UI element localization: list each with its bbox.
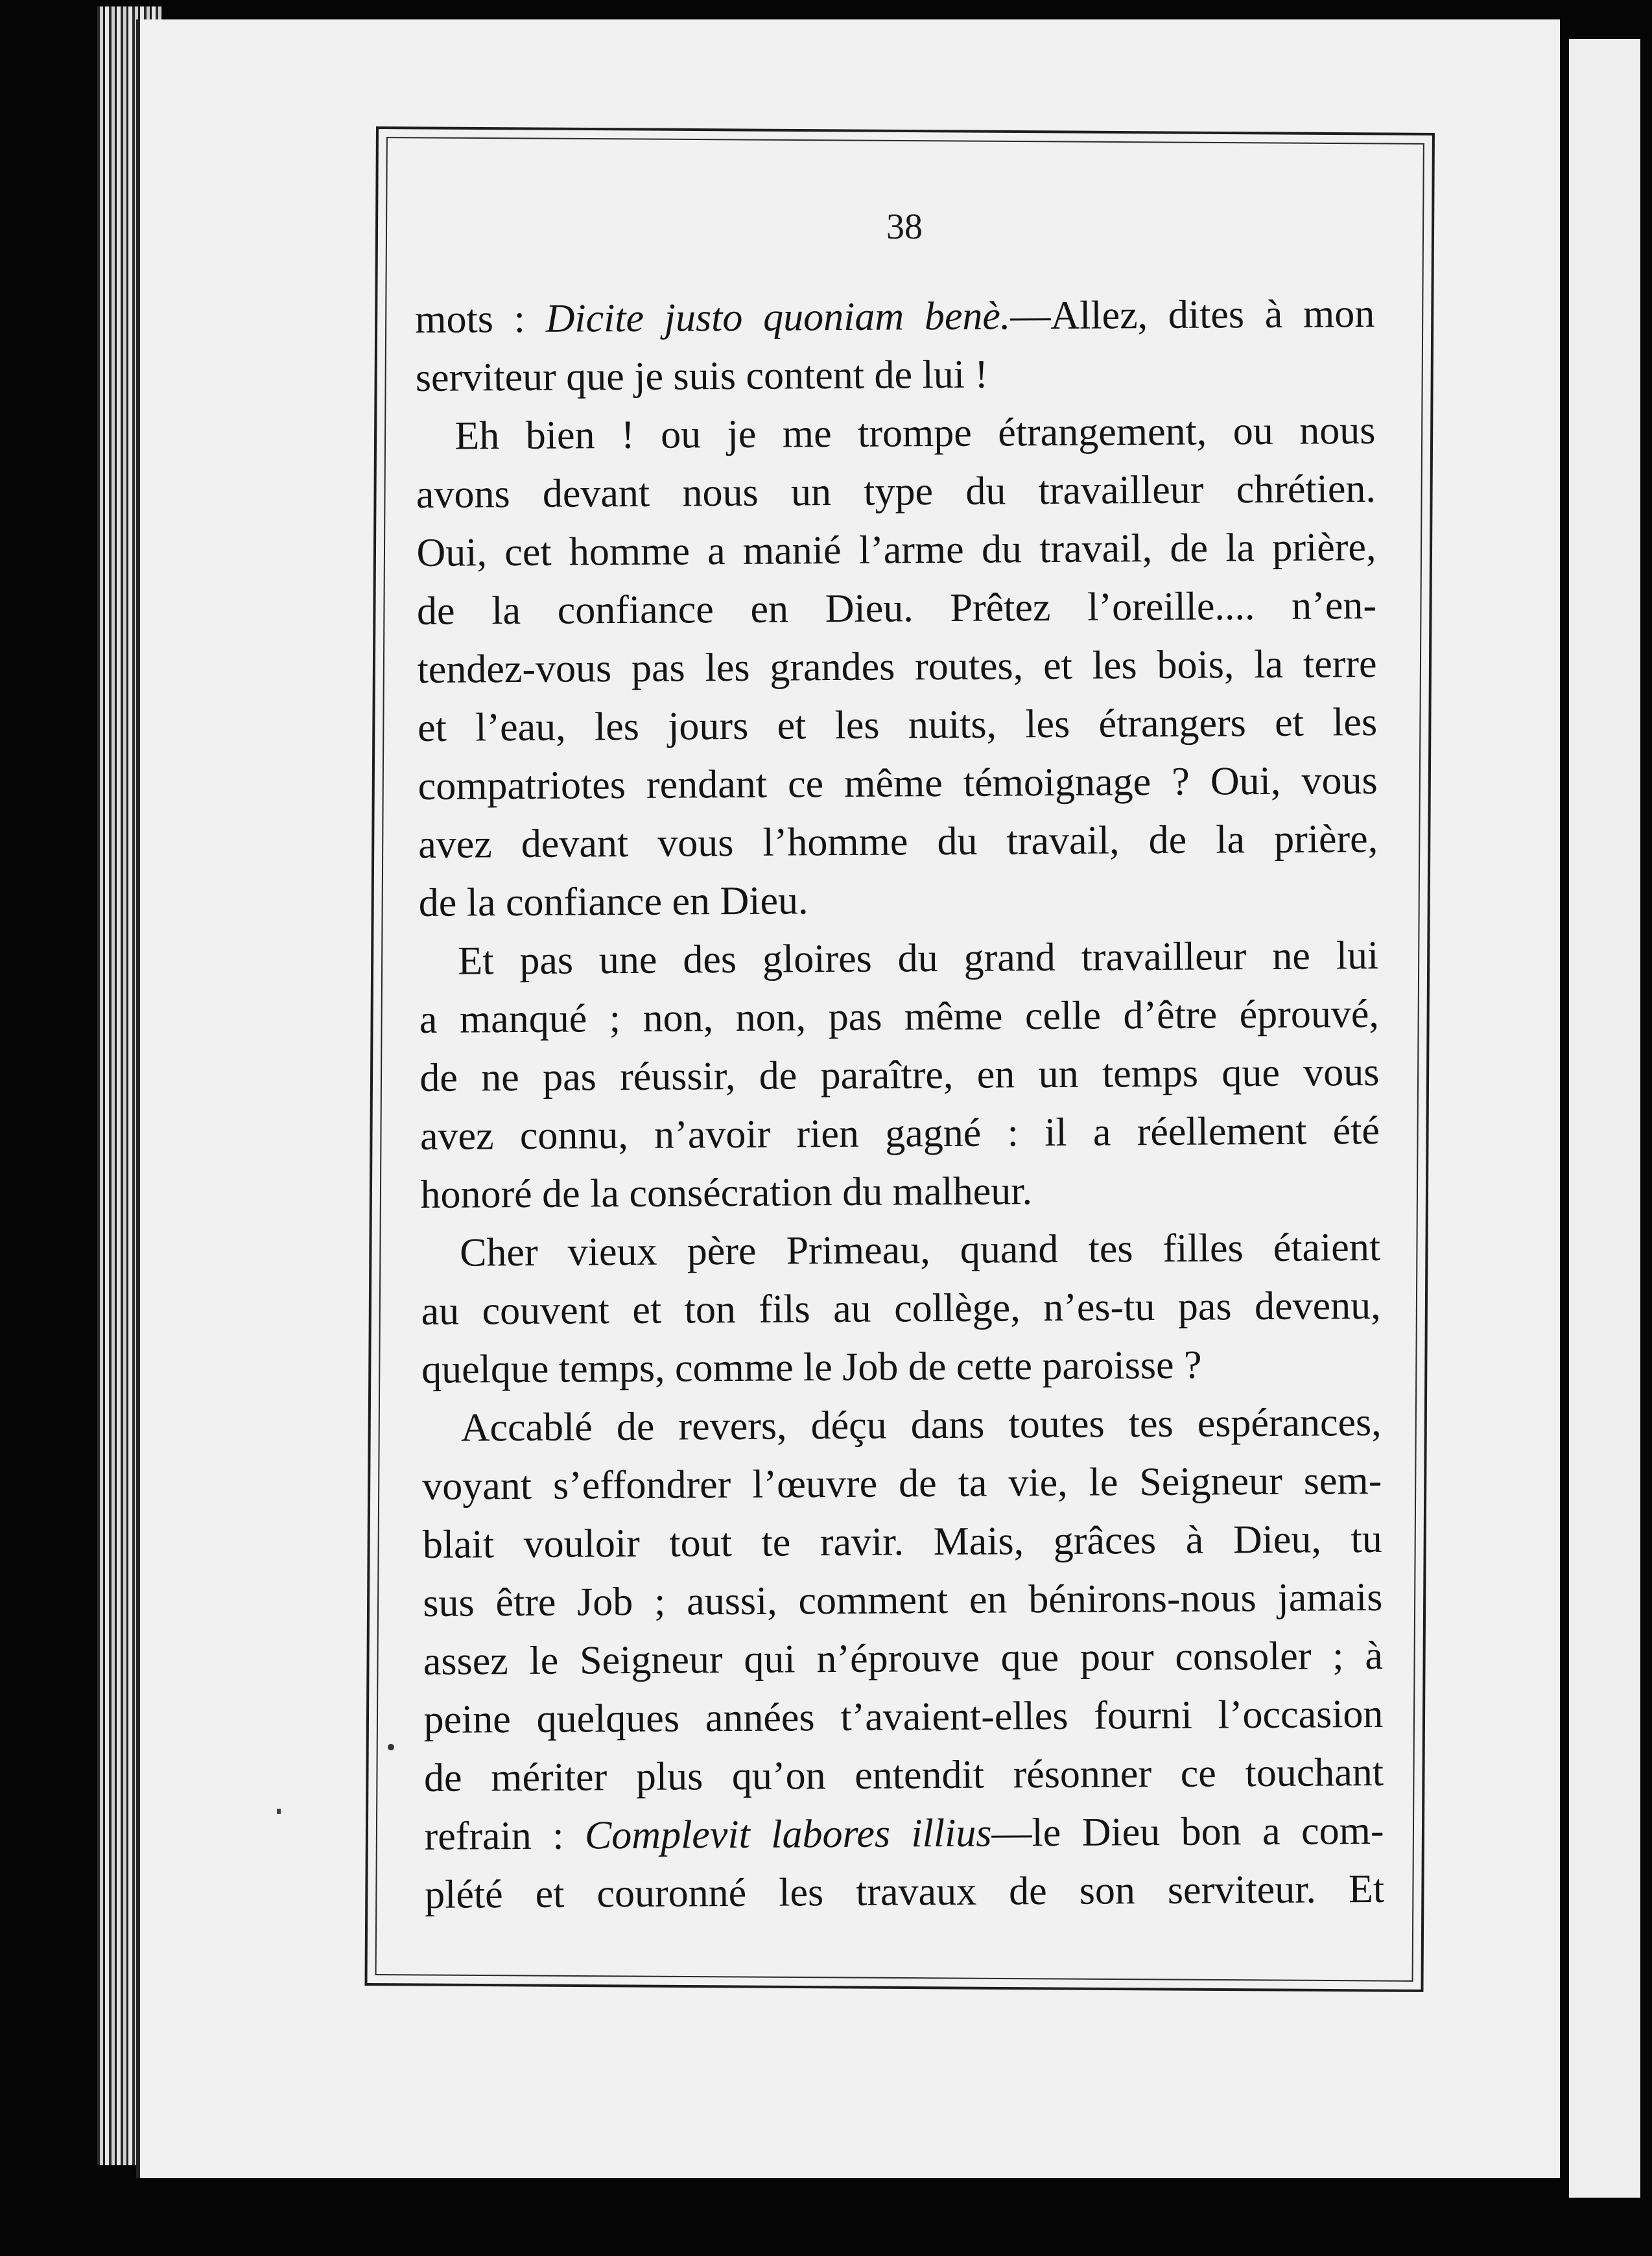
text-line: Et pas une des gloires du grand travailleur ne lui	[458, 933, 1379, 983]
text-line: blait vouloir tout te ravir. Mais, grâces à Dieu, tu	[422, 1516, 1383, 1567]
text-line: mots : Dicite justo quoniam benè.—Allez, dites à mon	[415, 291, 1375, 342]
text-line: Accablé de revers, déçu dans toutes tes espérances,	[460, 1400, 1382, 1450]
text-line: refrain : Complevit labores illius—le Dieu bon a com-	[424, 1808, 1384, 1859]
text-line: de ne pas réussir, de paraître, en un temps que vous	[419, 1050, 1380, 1100]
text-line: Cher vieux père Primeau, quand tes filles étaient	[459, 1225, 1381, 1275]
text-line: peine quelques années t’avaient-elles fourni l’occasion	[423, 1691, 1384, 1742]
text-line: serviteur que je suis content de lui !	[415, 352, 989, 400]
ink-speck	[388, 1744, 394, 1750]
text-line: quelque temps, comme le Job de cette paroisse ?	[421, 1343, 1202, 1392]
text-line: assez le Seigneur qui n’éprouve que pour consoler ; à	[423, 1633, 1384, 1684]
text-line: compatriotes rendant ce même témoignage ? Oui, vous	[418, 758, 1378, 808]
latin-quote: Complevit labores illius	[584, 1811, 992, 1858]
text-line: avons devant nous un type du travailleur chrétien.	[416, 466, 1376, 517]
text-line: avez devant vous l’homme du travail, de la prière,	[418, 816, 1378, 867]
text-line: Eh bien ! ou je me trompe étrangement, ou nous	[454, 408, 1376, 458]
text-line: et l’eau, les jours et les nuits, les étrangers et les	[417, 699, 1378, 750]
text-line: voyant s’effondrer l’œuvre de ta vie, le Seigneur sem-	[422, 1458, 1382, 1509]
facing-page-edge	[1569, 39, 1640, 2198]
text-line: au couvent et ton fils au collège, n’es-tu pas devenu,	[421, 1283, 1381, 1334]
text-line: avez connu, n’avoir rien gagné : il a réellement été	[419, 1108, 1380, 1158]
body-text	[415, 285, 1384, 1924]
text-line: de la confiance en Dieu. Prêtez l’oreille.... n’en-	[416, 583, 1377, 633]
page-number: 38	[886, 207, 923, 247]
text-line: de mériter plus qu’on entendit résonner ce touchant	[423, 1750, 1384, 1800]
text-line: a manqué ; non, non, pas même celle d’être éprouvé,	[419, 991, 1380, 1042]
ink-speck	[277, 1809, 281, 1814]
text-line: sus être Job ; aussi, comment en bénirons-nous jamais	[423, 1575, 1383, 1625]
text-line: de la confiance en Dieu.	[418, 878, 808, 925]
text-line: honoré de la consécration du malheur.	[420, 1169, 1033, 1217]
text-line: tendez-vous pas les grandes routes, et les bois, la terre	[417, 641, 1377, 692]
text-line: Oui, cet homme a manié l’arme du travail, de la prière,	[416, 524, 1376, 575]
text-line: plété et couronné les travaux de son serviteur. Et	[424, 1866, 1385, 1917]
latin-quote: Dicite justo quoniam benè.	[545, 294, 1011, 341]
